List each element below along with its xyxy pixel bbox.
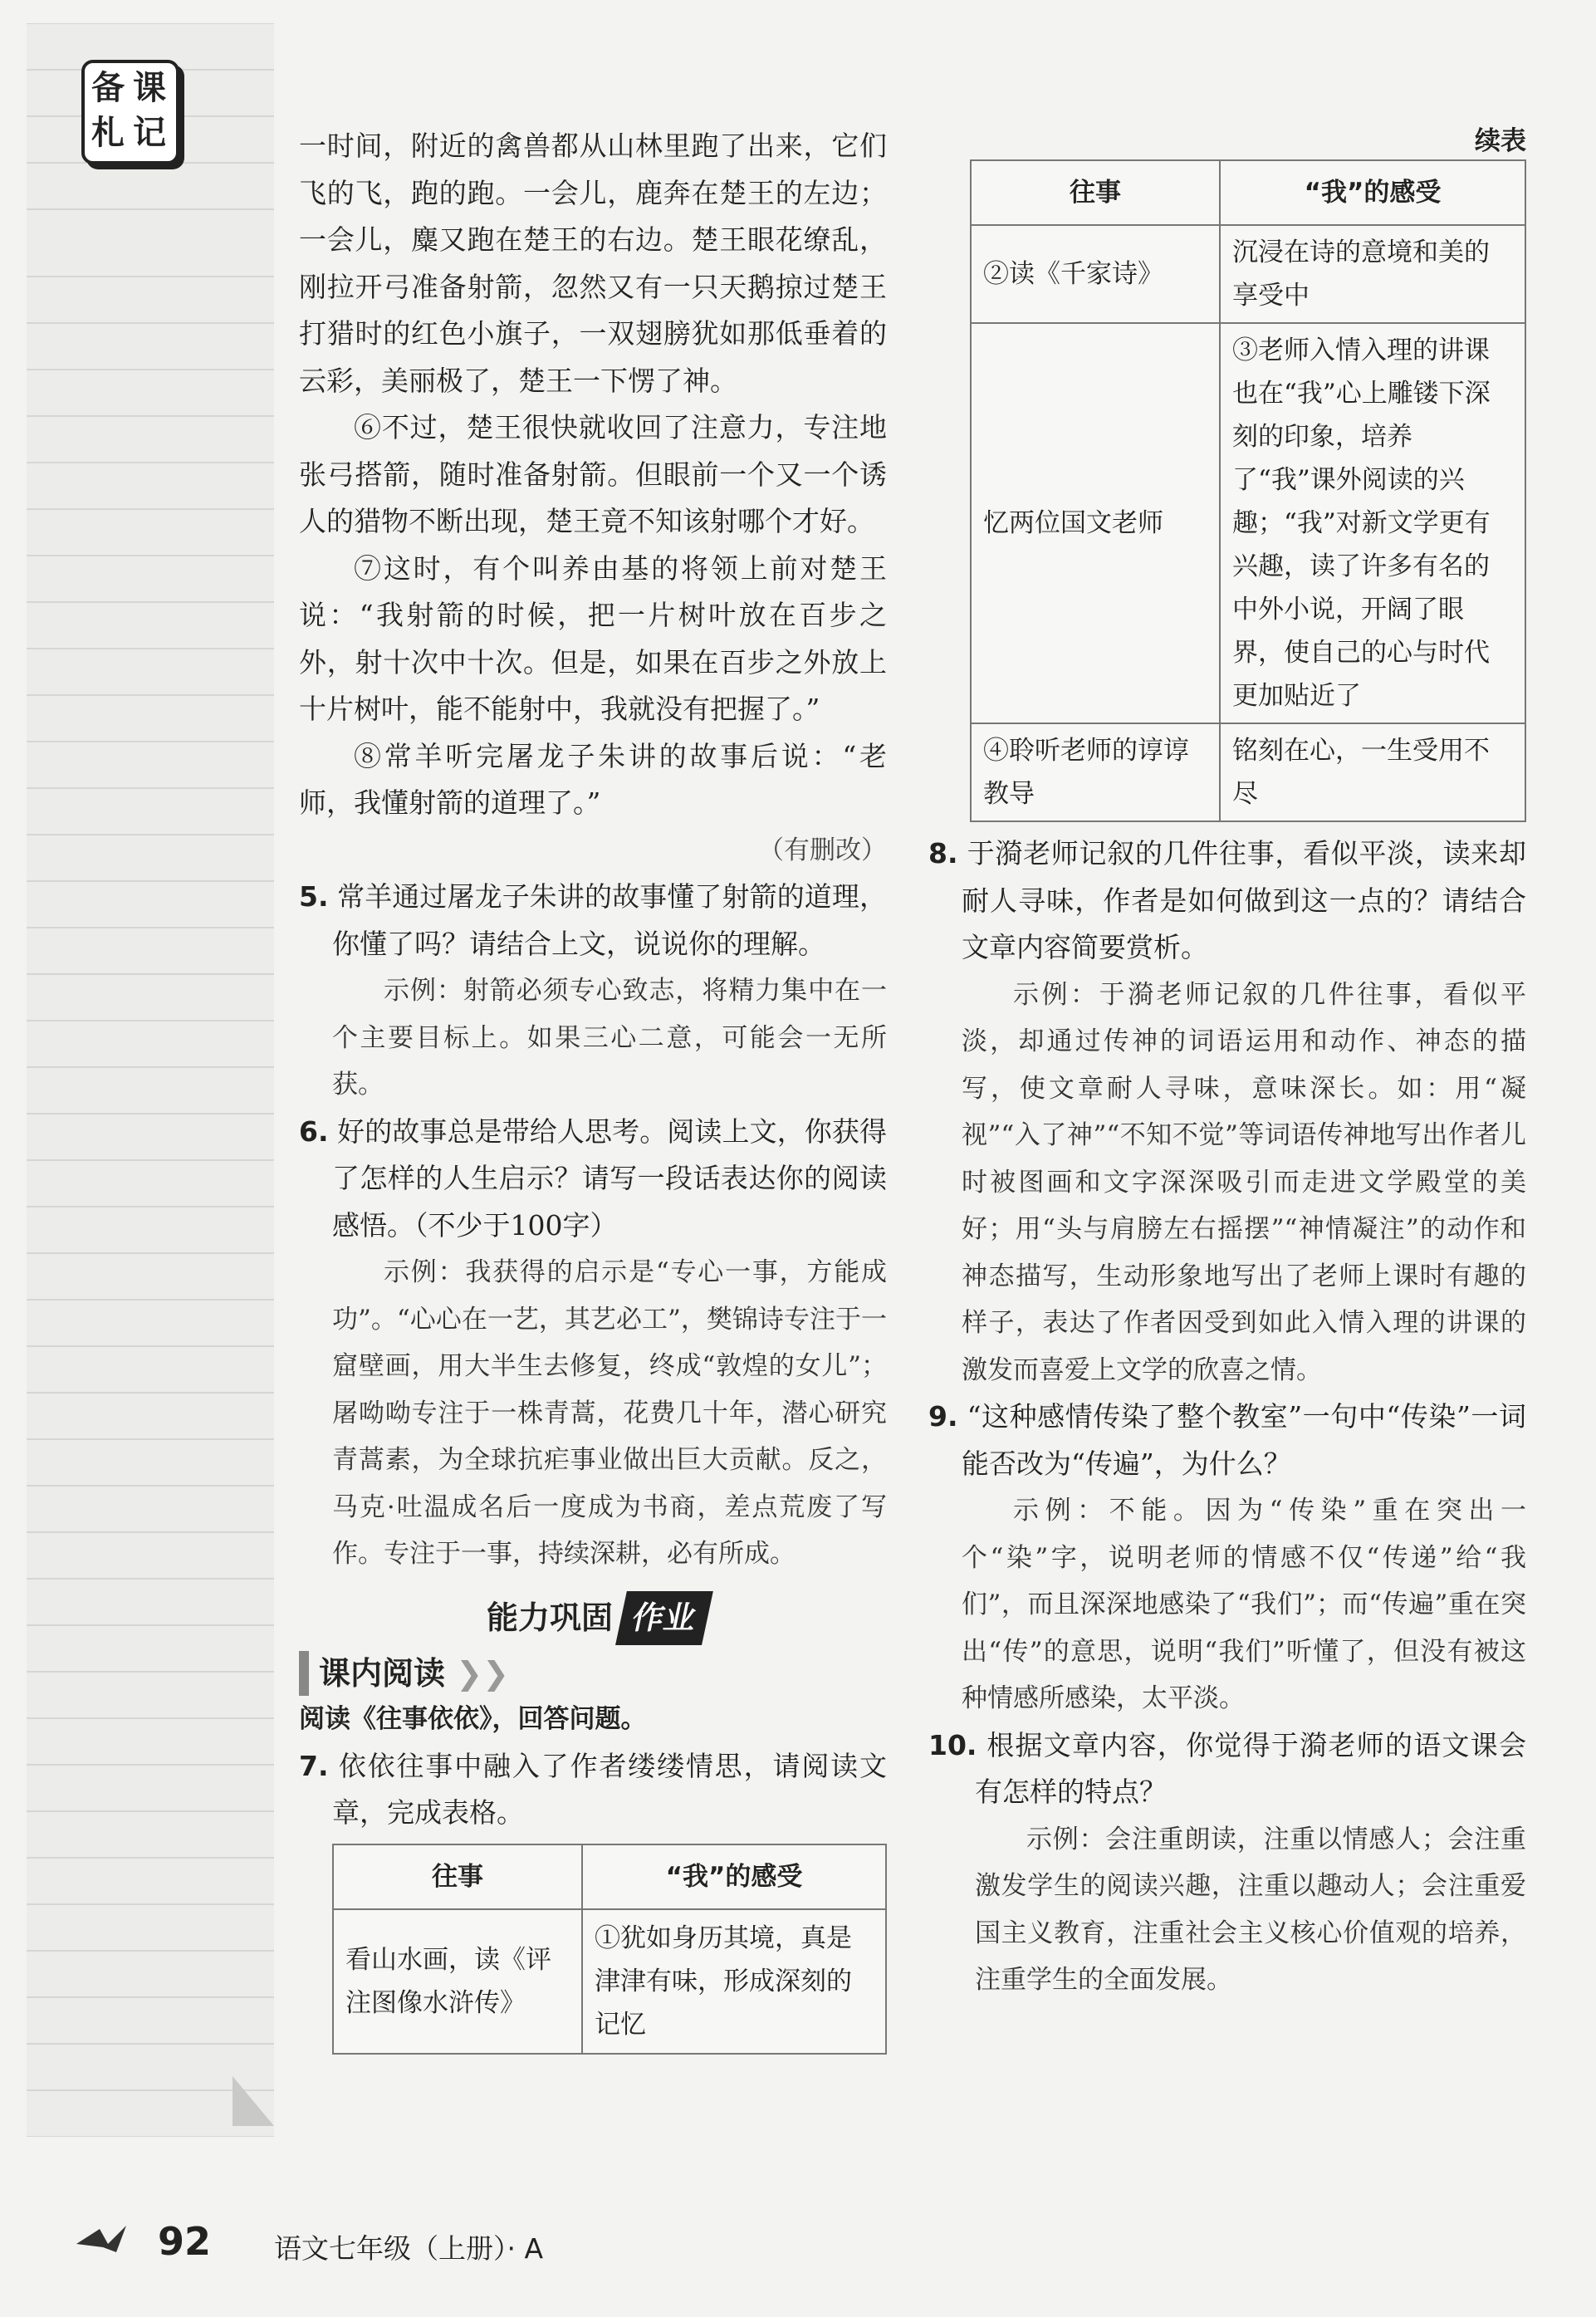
badge-char: 备 — [91, 68, 125, 107]
section-heading — [299, 1651, 887, 1696]
question-number: 7. — [299, 1749, 329, 1782]
badge-char: 记 — [133, 113, 166, 152]
notes-margin-strip — [27, 23, 274, 2137]
question-text: “这种感情传染了整个教室”一句中“传染”一词能否改为“传遍”，为什么？ — [962, 1400, 1526, 1480]
question-text: 根据文章内容，你觉得于漪老师的语文课会有怎样的特点？ — [975, 1728, 1527, 1808]
answer-8: 示例：于漪老师记叙的几件往事，看似平淡，却通过传神的词语运用和动作、神态的描写，使文章耐人寻味，意味深长。如：用“凝视”“入了神”“不知不觉”等词语传神地写出作者儿时被图画和文字深深吸引而走进文学殿堂的美好；用“头与肩膀左右摇摆”“神情凝注”的动作和神态描写，生动形象地写出了老师上课时有趣的样子，表达了作者因受到如此入情入理的讲课的激发而喜爱上文学的欣喜之情。 — [962, 979, 1526, 1385]
question-text: 好的故事总是带给人思考。阅读上文，你获得了怎样的人生启示？请写一段话表达你的阅读感悟。（不少于100字） — [332, 1114, 887, 1242]
table-cell: 看山水画，读《评注图像水浒传》 — [333, 1909, 582, 2054]
table-cell: ①犹如身历其境，真是津津有味，形成深刻的记忆 — [582, 1909, 886, 2054]
question-text: 于漪老师记叙的几件往事，看似平淡，读来却耐人寻味，作者是如何做到这一点的？请结合文章内容简要赏析。 — [962, 837, 1527, 963]
question-text: 依依往事中融入了作者缕缕情思，请阅读文章，完成表格。 — [332, 1749, 888, 1829]
question-text: 常羊通过屠龙子朱讲的故事懂了射箭的道理，你懂了吗？请结合上文，说说你的理解。 — [332, 880, 887, 960]
question-number: 10. — [928, 1728, 977, 1761]
right-column — [928, 123, 1526, 2004]
source-note: （有删改） — [758, 835, 887, 865]
answer-table-part1 — [332, 1844, 887, 2055]
table-header: 往事 — [333, 1844, 582, 1909]
story-paragraph-7: ⑦这时，有个叫养由基的将领上前对楚王说：“我射箭的时候，把一片树叶放在百步之外，射十次中十次。但是，如果在百步之外放上十片树叶，能不能射中，我就没有把握了。” — [299, 551, 887, 725]
table-header: “我”的感受 — [582, 1844, 886, 1909]
story-paragraph: 一时间，附近的禽兽都从山林里跑了出来，它们飞的飞，跑的跑。一会儿，鹿奔在楚王的左边；一会儿，麋又跑在楚王的右边。楚王眼花缭乱，刚拉开弓准备射箭，忽然又有一只天鹅掠过楚王打猎时的红色小旗子，一双翅膀犹如那低垂着的云彩，美丽极了，楚王一下愣了神。 — [299, 130, 887, 397]
question-10 — [928, 1722, 1526, 1816]
table-row — [971, 723, 1525, 821]
question-number: 6. — [299, 1114, 329, 1148]
answer-9: 示例：不能。因为“传染”重在突出一个“染”字，说明老师的情感不仅“传递”给“我们”，而且深深地感染了“我们”；而“传遍”重在突出“传”的意思，说明“我们”听懂了，但没有被这种情感所感染，太平淡。 — [962, 1496, 1526, 1713]
question-5 — [299, 874, 887, 967]
badge-char: 札 — [91, 113, 125, 152]
answer-6: 示例：我获得的启示是“专心一事，方能成功”。“心心在一艺，其艺必工”，樊锦诗专注于一窟壁画，用大半生去修复，终成“敦煌的女儿”；屠呦呦专注于一株青蒿，花费几十年，潜心研究青蒿素，为全球抗疟事业做出巨大贡献。反之，马克·吐温成名后一度成为书商，差点荒废了写作。专注于一事，持续深耕，必有所成。 — [332, 1257, 887, 1569]
question-8 — [928, 830, 1526, 972]
table-header: “我”的感受 — [1220, 160, 1525, 225]
banner — [478, 1591, 707, 1645]
table-cell: 沉浸在诗的意境和美的享受中 — [1220, 225, 1525, 323]
banner-label: 能力巩固 — [486, 1599, 613, 1636]
badge-char: 课 — [133, 68, 166, 107]
section-banner — [299, 1591, 887, 1645]
question-7 — [299, 1743, 887, 1837]
banner-tag: 作业 — [615, 1591, 713, 1645]
section-title: 课内阅读 — [319, 1655, 446, 1692]
chevron-right-icon: ❯❯ — [456, 1655, 509, 1692]
table-cell: 忆两位国文老师 — [971, 323, 1220, 723]
page-number: 92 — [158, 2219, 212, 2264]
question-9 — [928, 1394, 1526, 1487]
table-continued-label: 续表 — [1475, 126, 1526, 156]
question-6 — [299, 1109, 887, 1250]
reading-instruction: 阅读《往事依依》，回答问题。 — [299, 1704, 647, 1734]
table-row — [971, 323, 1525, 723]
answer-5: 示例：射箭必须专心致志，将精力集中在一个主要目标上。如果三心二意，可能会一无所获。 — [332, 976, 887, 1100]
notes-badge — [81, 60, 179, 164]
table-cell: ④聆听老师的谆谆教导 — [971, 723, 1220, 821]
left-column — [299, 123, 887, 2055]
table-cell: ③老师入情入理的讲课也在“我”心上雕镂下深刻的印象，培养了“我”课外阅读的兴趣；“我”对新文学更有兴趣，读了许多有名的中外小说，开阔了眼界，使自己的心与时代更加贴近了 — [1220, 323, 1525, 723]
story-paragraph-6: ⑥不过，楚王很快就收回了注意力，专注地张弓搭箭，随时准备射箭。但眼前一个又一个诱人的猎物不断出现，楚王竟不知该射哪个才好。 — [299, 411, 887, 537]
question-number: 8. — [928, 837, 958, 869]
answer-10: 示例：会注重朗读，注重以情感人；会注重激发学生的阅读兴趣，注重以趣动人；会注重爱国主义教育，注重社会主义核心价值观的培养，注重学生的全面发展。 — [975, 1824, 1526, 1995]
story-paragraph-8: ⑧常羊听完屠龙子朱讲的故事后说：“老师，我懂射箭的道理了。” — [299, 739, 887, 819]
book-title: 语文七年级（上册）· A — [274, 2232, 544, 2265]
answer-table-part2 — [970, 159, 1526, 822]
bird-logo-icon — [75, 2219, 133, 2269]
table-cell: 铭刻在心，一生受用不尽 — [1220, 723, 1525, 821]
question-number: 9. — [928, 1400, 958, 1433]
question-number: 5. — [299, 880, 329, 913]
table-row — [971, 225, 1525, 323]
table-header: 往事 — [971, 160, 1220, 225]
table-cell: ②读《千家诗》 — [971, 225, 1220, 323]
page-fold — [233, 2076, 274, 2126]
